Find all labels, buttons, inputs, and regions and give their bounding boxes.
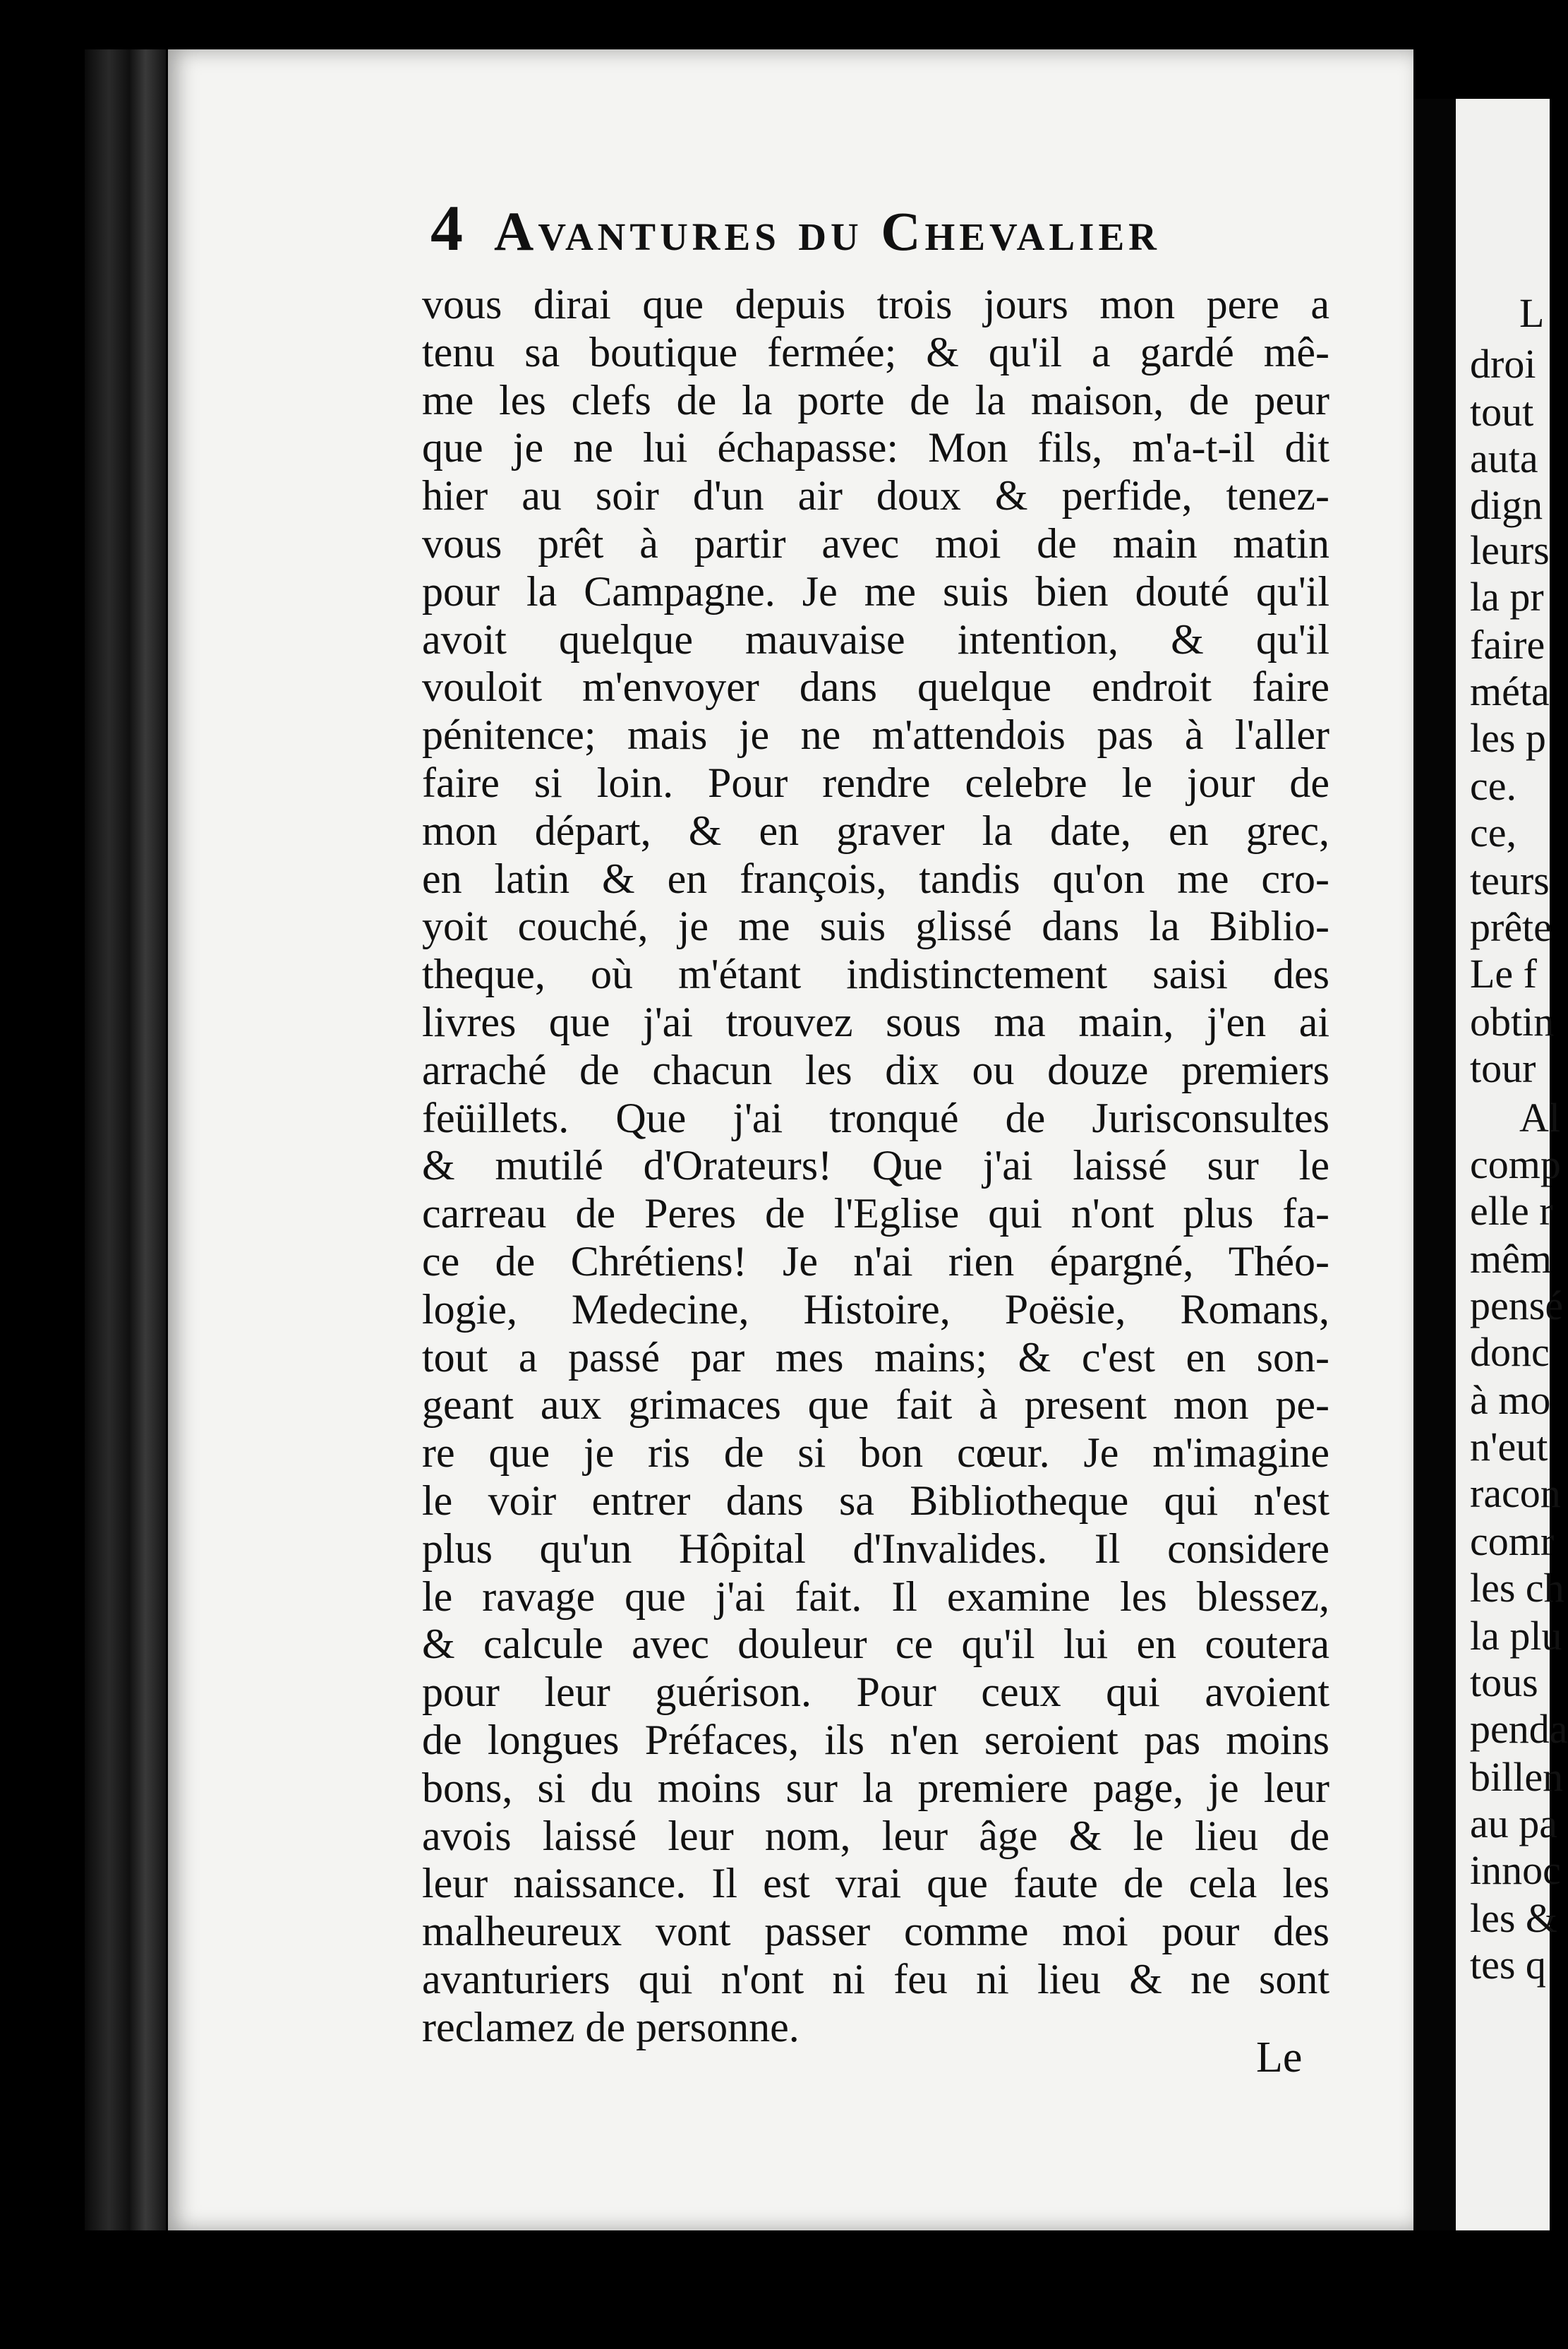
facing-page-line: les & — [1470, 1895, 1558, 1941]
text-line: vous prêt à partir avec moi de main matin — [422, 519, 1329, 567]
running-title: Avantures du Chevalier — [494, 200, 1161, 262]
text-line: faire si loin. Pour rendre celebre le jour de — [422, 759, 1329, 806]
book-spine-edge — [85, 49, 166, 2230]
facing-page-line: faire — [1470, 622, 1545, 668]
page-gutter — [1413, 99, 1456, 2252]
text-line: de longues Préfaces, ils n'en seroient pas moins — [422, 1716, 1329, 1763]
catchword: Le — [1256, 2033, 1303, 2081]
facing-page-line: racon — [1470, 1470, 1561, 1516]
facing-page-line: elle r — [1470, 1188, 1553, 1234]
facing-page-line: leurs — [1470, 527, 1550, 573]
facing-page-line: ce, — [1470, 810, 1516, 855]
text-line: arraché de chacun les dix ou douze premiers — [422, 1046, 1329, 1093]
text-line: reclamez de personne. — [422, 2003, 800, 2050]
page-number: 4 — [430, 192, 463, 264]
text-line: avoit quelque mauvaise intention, & qu'il — [422, 615, 1329, 663]
scan-border — [0, 2230, 1550, 2349]
facing-page-line: dign — [1470, 482, 1543, 528]
text-line: geant aux grimaces que fait à present mon pe- — [422, 1381, 1329, 1429]
text-line: plus qu'un Hôpital d'Invalides. Il considere — [422, 1525, 1329, 1572]
facing-page-line: Al — [1519, 1095, 1560, 1141]
facing-page-line: à mo — [1470, 1377, 1551, 1423]
text-line: avois laissé leur nom, leur âge & le lieu de — [422, 1812, 1329, 1859]
text-line: le voir entrer dans sa Bibliotheque qui n'est — [422, 1477, 1329, 1524]
facing-page-line: ce. — [1470, 763, 1516, 809]
text-line: pour leur guérison. Pour ceux qui avoient — [422, 1669, 1329, 1716]
text-line: pour la Campagne. Je me suis bien douté qu'il — [422, 567, 1329, 615]
facing-page-line: billen — [1470, 1754, 1564, 1800]
facing-page-line: obtin — [1470, 999, 1555, 1045]
facing-page-line: droi — [1470, 341, 1536, 387]
facing-page-line: tout — [1470, 389, 1534, 435]
facing-page-line: penda — [1470, 1706, 1568, 1752]
facing-page-line: comp — [1470, 1141, 1561, 1187]
text-line: que je ne lui échapasse: Mon fils, m'a-t-il dit — [422, 424, 1329, 471]
text-line: en latin & en françois, tandis qu'on me cro- — [422, 855, 1329, 902]
facing-page-line: les p — [1470, 715, 1546, 761]
facing-page-line: tous — [1470, 1659, 1538, 1705]
text-line: le ravage que j'ai fait. Il examine les blessez, — [422, 1573, 1329, 1620]
facing-page-line: Le f — [1470, 951, 1537, 997]
facing-page-line: auta — [1470, 435, 1538, 481]
facing-page-line: prête — [1470, 904, 1552, 950]
text-line: feüillets. Que j'ai tronqué de Jurisconsultes — [422, 1094, 1329, 1141]
text-line: vous dirai que depuis trois jours mon pere a — [422, 281, 1329, 328]
text-line: hier au soir d'un air doux & perfide, tenez- — [422, 472, 1329, 519]
facing-page-line: comr — [1470, 1518, 1555, 1564]
facing-page-line: teurs — [1470, 858, 1550, 903]
text-line: & calcule avec douleur ce qu'il lui en coutera — [422, 1621, 1329, 1668]
facing-page-line: la pr — [1470, 574, 1544, 620]
facing-page-line: tes q — [1470, 1942, 1546, 1988]
facing-page-line: tour — [1470, 1045, 1536, 1091]
facing-page — [1456, 99, 1568, 2252]
text-line: tenu sa boutique fermée; & qu'il a gardé mê- — [422, 328, 1329, 376]
text-line: avanturiers qui n'ont ni feu ni lieu & ne sont — [422, 1955, 1329, 2002]
facing-page-line: les ch — [1470, 1565, 1564, 1611]
text-line: ce de Chrétiens! Je n'ai rien épargné, Théo- — [422, 1237, 1329, 1285]
text-line: logie, Medecine, Histoire, Poësie, Romans, — [422, 1285, 1329, 1333]
text-line: pénitence; mais je ne m'attendois pas à l'aller — [422, 711, 1329, 759]
facing-page-line: méta — [1470, 668, 1550, 714]
body-text — [422, 281, 1329, 2051]
facing-page-line: L — [1519, 290, 1545, 336]
text-line: re que je ris de si bon cœur. Je m'imagine — [422, 1429, 1329, 1477]
text-line: bons, si du moins sur la premiere page, je leur — [422, 1764, 1329, 1811]
facing-page-line: la plu — [1470, 1613, 1562, 1659]
facing-page-line: au pa — [1470, 1801, 1557, 1846]
text-line: yoit couché, je me suis glissé dans la Biblio- — [422, 903, 1329, 950]
facing-page-line: pensé — [1470, 1282, 1564, 1328]
text-line: mon départ, & en graver la date, en grec, — [422, 807, 1329, 854]
text-line: me les clefs de la porte de la maison, de peur — [422, 376, 1329, 423]
text-line: carreau de Peres de l'Eglise qui n'ont plus fa- — [422, 1190, 1329, 1237]
text-line: leur naissance. Il est vrai que faute de cela les — [422, 1860, 1329, 1907]
text-line: & mutilé d'Orateurs! Que j'ai laissé sur le — [422, 1142, 1329, 1189]
facing-page-line: n'eut — [1470, 1424, 1548, 1470]
facing-page-line: innoc — [1470, 1847, 1561, 1893]
running-head — [430, 191, 1305, 268]
text-line: vouloit m'envoyer dans quelque endroit faire — [422, 663, 1329, 711]
facing-page-line: donc — [1470, 1329, 1550, 1375]
text-line: theque, où m'étant indistinctement saisi des — [422, 951, 1329, 998]
text-line: malheureux vont passer comme moi pour des — [422, 1908, 1329, 1955]
text-line: livres que j'ai trouvez sous ma main, j'en ai — [422, 998, 1329, 1045]
text-line: tout a passé par mes mains; & c'est en son- — [422, 1333, 1329, 1381]
facing-page-line: mêm — [1470, 1236, 1552, 1282]
